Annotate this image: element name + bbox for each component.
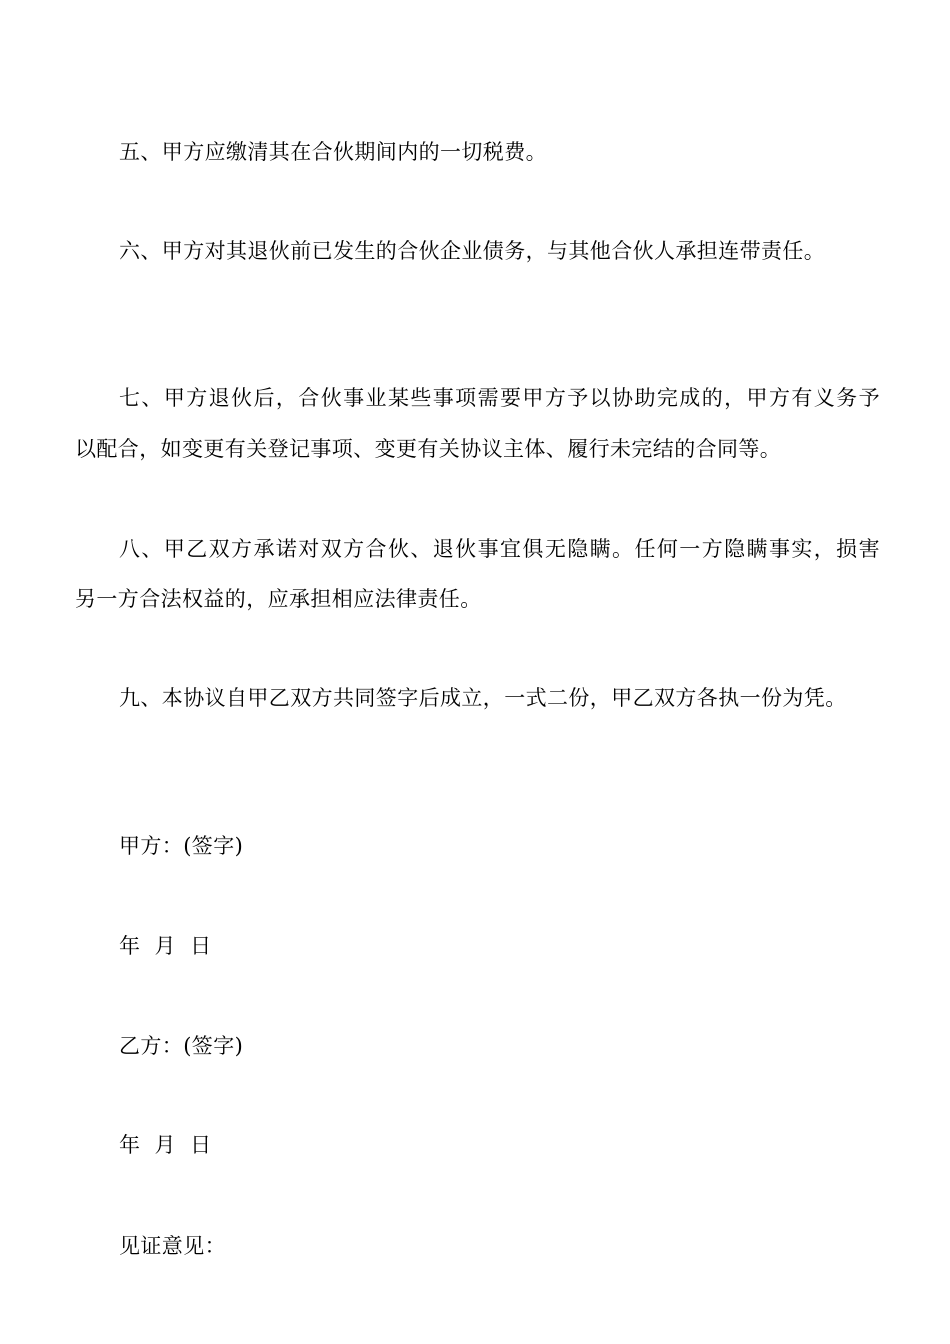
clause-7-line-2: 以配合，如变更有关登记事项、变更有关协议主体、履行未完结的合同等。 — [75, 437, 782, 461]
signature-party-b: 乙方：(签字) — [119, 1034, 244, 1058]
witness-opinion-label: 见证意见： — [119, 1234, 226, 1258]
clause-5: 五、甲方应缴清其在合伙期间内的一切税费。 — [119, 140, 547, 164]
clause-9: 九、本协议自甲乙双方共同签字后成立，一式二份，甲乙双方各执一份为凭。 — [119, 686, 847, 710]
clause-8-line-1-text: 八、甲乙双方承诺对双方合伙、退伙事宜俱无隐瞒。任何一方隐瞒事实，损害 — [119, 537, 880, 561]
clause-8-line-2: 另一方合法权益的，应承担相应法律责任。 — [75, 587, 482, 611]
signature-party-a: 甲方：(签字) — [119, 834, 244, 858]
clause-8-line-1 — [119, 536, 880, 563]
signature-date-b: 年 月 日 — [119, 1133, 212, 1157]
clause-7-line-1 — [119, 385, 880, 412]
clause-6: 六、甲方对其退伙前已发生的合伙企业债务，与其他合伙人承担连带责任。 — [119, 239, 826, 263]
clause-7-line-1-text: 七、甲方退伙后，合伙事业某些事项需要甲方予以协助完成的，甲方有义务予 — [119, 386, 880, 410]
signature-date-a: 年 月 日 — [119, 934, 212, 958]
